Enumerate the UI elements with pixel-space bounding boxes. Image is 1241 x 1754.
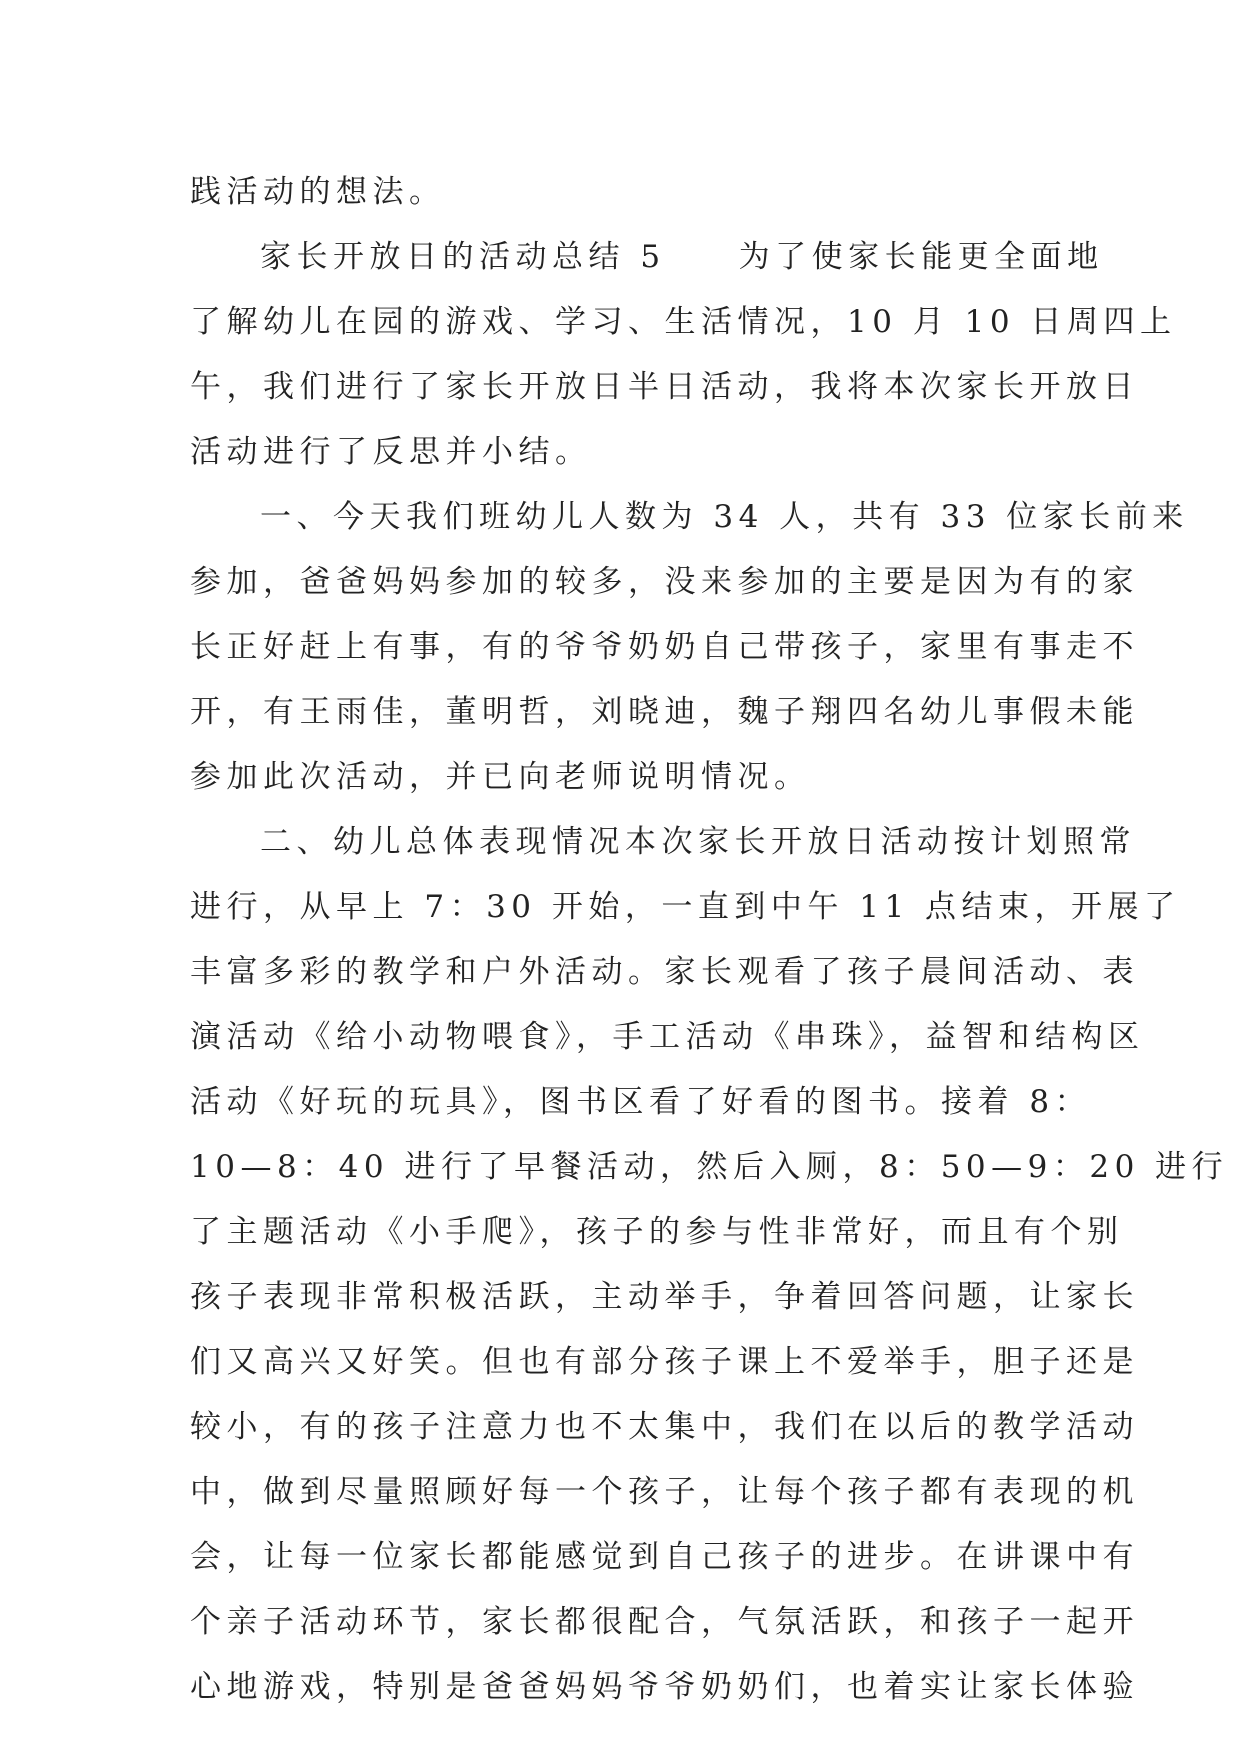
section-heading-line: 家长开放日的活动总结 5 为了使家长能更全面地 <box>260 239 1104 275</box>
text-line: 活动《好玩的玩具》，图书区看了好看的图书。接着 8： <box>190 1084 1092 1120</box>
paragraph-start-line: 二、幼儿总体表现情况本次家长开放日活动按计划照常 <box>260 824 1136 860</box>
text-line: 了解幼儿在园的游戏、学习、生活情况，10 月 10 日周四上 <box>190 304 1177 340</box>
text-line: 开，有王雨佳，董明哲，刘晓迪，魏子翔四名幼儿事假未能 <box>190 694 1139 730</box>
text-line: 了主题活动《小手爬》，孩子的参与性非常好，而且有个别 <box>190 1214 1124 1250</box>
text-line: 会，让每一位家长都能感觉到自己孩子的进步。在讲课中有 <box>190 1539 1139 1575</box>
text-line: 10—8：40 进行了早餐活动，然后入厕，8：50—9：20 进行 <box>190 1149 1229 1185</box>
text-line: 们又高兴又好笑。但也有部分孩子课上不爱举手，胆子还是 <box>190 1344 1139 1380</box>
text-line: 活动进行了反思并小结。 <box>190 434 592 470</box>
text-line: 丰富多彩的教学和户外活动。家长观看了孩子晨间活动、表 <box>190 954 1139 990</box>
document-body <box>190 160 1229 1720</box>
text-line: 较小，有的孩子注意力也不太集中，我们在以后的教学活动 <box>190 1409 1139 1445</box>
text-line: 演活动《给小动物喂食》，手工活动《串珠》，益智和结构区 <box>190 1019 1145 1055</box>
text-line: 践活动的想法。 <box>190 174 446 210</box>
text-line: 参加此次活动，并已向老师说明情况。 <box>190 759 811 795</box>
text-line: 进行，从早上 7：30 开始，一直到中午 11 点结束，开展了 <box>190 889 1181 925</box>
text-line: 孩子表现非常积极活跃，主动举手，争着回答问题，让家长 <box>190 1279 1139 1315</box>
text-line: 个亲子活动环节，家长都很配合，气氛活跃，和孩子一起开 <box>190 1604 1139 1640</box>
text-line: 午，我们进行了家长开放日半日活动，我将本次家长开放日 <box>190 369 1139 405</box>
text-line: 长正好赶上有事，有的爷爷奶奶自己带孩子，家里有事走不 <box>190 629 1139 665</box>
text-line: 中，做到尽量照顾好每一个孩子，让每个孩子都有表现的机 <box>190 1474 1139 1510</box>
text-line: 参加，爸爸妈妈参加的较多，没来参加的主要是因为有的家 <box>190 564 1139 600</box>
text-line: 心地游戏，特别是爸爸妈妈爷爷奶奶们，也着实让家长体验 <box>190 1669 1139 1705</box>
paragraph-start-line: 一、今天我们班幼儿人数为 34 人，共有 33 位家长前来 <box>260 499 1189 535</box>
